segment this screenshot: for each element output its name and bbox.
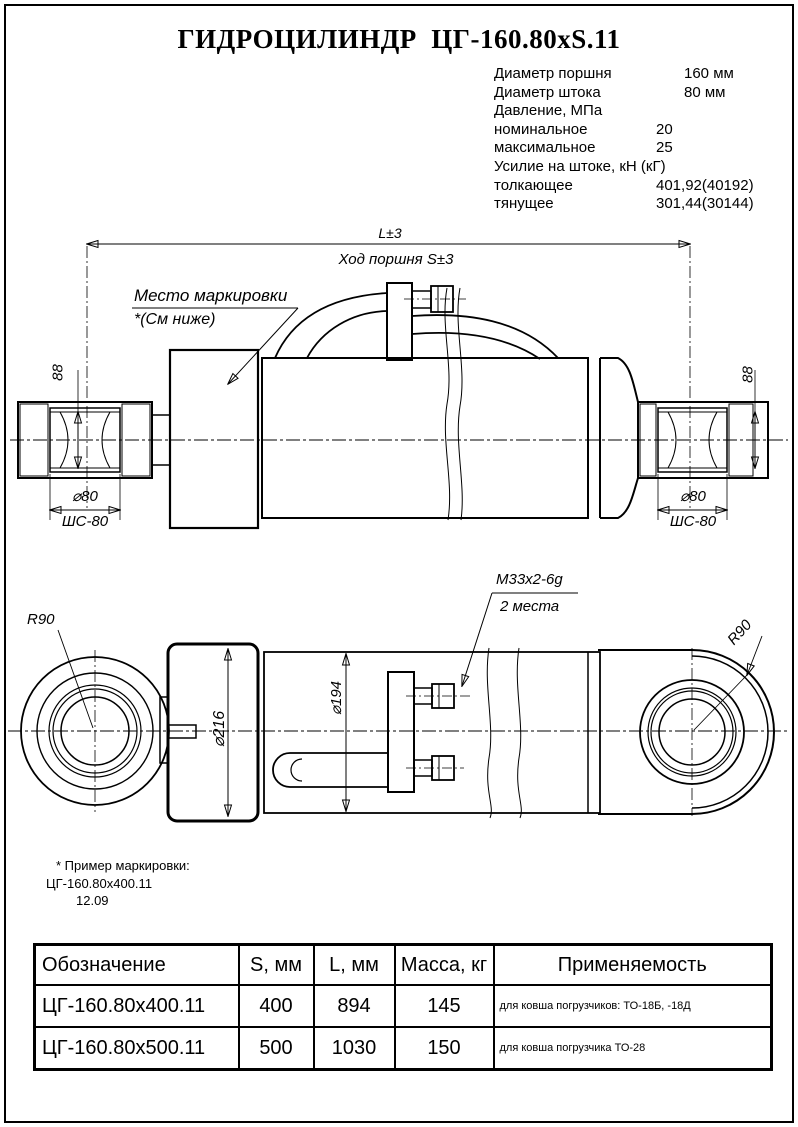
dim-bore-left: ⌀80 [72,488,98,505]
spec-label: максимальное [494,139,596,157]
thread-places-label: 2 места [500,598,560,615]
cell-length: 894 [314,985,395,1027]
dim-overall-length: L±3 [378,225,402,241]
head-end [600,358,638,518]
radius-leader-right [747,636,762,675]
thread-spec-label: М33х2-6g [496,571,563,588]
spec-label: номинальное [494,120,588,138]
table-header-row [35,945,772,986]
radius-leader-left [58,630,93,728]
side-view-geometry [10,244,788,528]
spec-label: Диаметр штока [494,83,601,101]
spec-label: толкающее [494,176,573,194]
marking-example-title: * Пример маркировки: [56,858,190,873]
dim-barrel-diameter: ⌀194 [328,680,345,716]
col-header-designation: Обозначение [35,945,239,986]
cell-designation: ЦГ-160.80х500.11 [35,1027,239,1070]
barrel-top-view [264,652,600,813]
marking-place-label: Место маркировки [134,286,288,305]
cell-stroke: 500 [239,1027,314,1070]
pipe-slot-inner [291,759,302,781]
dim-eye-width-right: 88 [739,366,757,383]
marking-see-below-label: *(См ниже) [134,311,216,328]
dim-piston-stroke: Ход поршня S±3 [338,251,454,268]
port-block-top [388,672,470,792]
spec-label: Диаметр поршня [494,65,612,82]
break-line [445,288,450,520]
cell-length: 1030 [314,1027,395,1070]
spec-value: 25 [656,139,673,157]
dim-eye-radius-left: R90 [27,611,55,628]
spec-value: 20 [656,120,673,138]
marking-example-designation: ЦГ-160.80х400.11 [46,876,153,891]
spec-label: Усилие на штоке, кН (кГ) [494,157,666,175]
break-line [487,648,491,818]
external-pipes [275,293,558,359]
break-line [458,288,462,520]
spec-value: 301,44(30144) [656,195,754,213]
table-row [35,985,772,1027]
bearing-label-right: ШС-80 [669,513,717,530]
pipe-slot [273,753,388,787]
spec-value: 160 мм [684,65,734,82]
dim-eye-width-left: 88 [49,364,67,381]
cell-stroke: 400 [239,985,314,1027]
size-table [33,943,773,1071]
head-capsule-inner-arc [692,656,768,808]
top-view-geometry [8,593,788,821]
cell-mass: 145 [395,985,494,1027]
cylinder-barrel [262,358,588,518]
cell-application: для ковша погрузчика ТО-28 [494,1027,772,1070]
spec-value: 80 мм [684,83,726,101]
gland-block [170,350,258,528]
dim-gland-diameter: ⌀216 [211,710,228,748]
break-line [517,648,521,818]
port-fitting [387,283,466,360]
page-title: ГИДРОЦИЛИНДР ЦГ-160.80хS.11 [177,24,621,54]
spec-label: Давление, МПа [494,102,603,120]
marking-example-date: 12.09 [76,893,109,908]
bearing-label-left: ШС-80 [61,513,109,530]
col-header-length: L, мм [314,945,395,986]
dim-bore-right: ⌀80 [680,488,706,505]
cell-application: для ковша погрузчиков: ТО-18Б, -18Д [494,985,772,1027]
col-header-mass: Масса, кг [395,945,494,986]
dim-eye-radius-right: R90 [724,616,756,649]
cell-mass: 150 [395,1027,494,1070]
col-header-application: Применяемость [494,945,772,986]
spec-value: 401,92(40192) [656,176,754,194]
cell-designation: ЦГ-160.80х400.11 [35,985,239,1027]
col-header-stroke: S, мм [239,945,314,986]
spec-label: тянущее [494,195,554,213]
table-row [35,1027,772,1070]
